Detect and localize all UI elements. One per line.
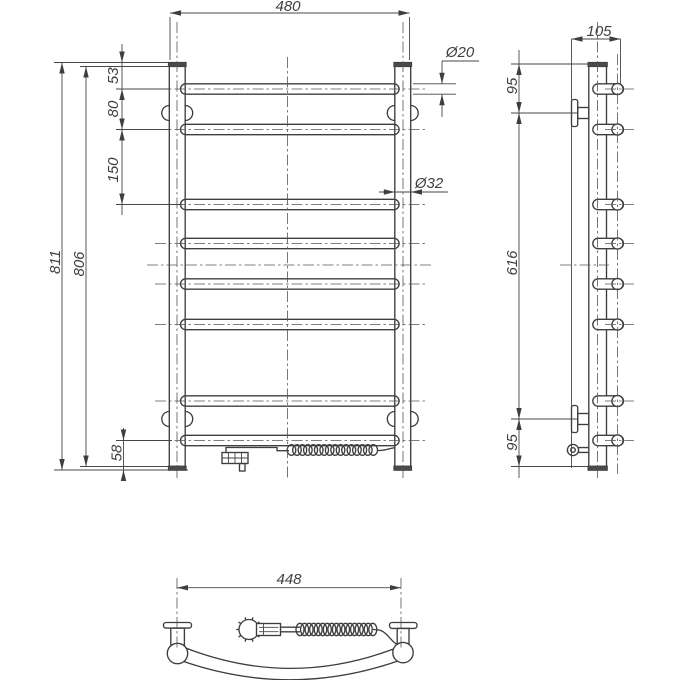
heater-stem (240, 464, 246, 472)
dim-label-105: 105 (586, 23, 612, 40)
collar-bulge (162, 412, 169, 427)
curved-rung-bottom-edge (182, 660, 401, 680)
bottom-bracket-stem (578, 414, 589, 425)
dim-label-95-bottom: 95 (504, 434, 521, 451)
dimension-arrowhead (121, 430, 126, 441)
heater-cord-exit (379, 448, 395, 451)
dimension-arrowhead (516, 408, 521, 419)
dimension-arrowhead (177, 585, 188, 590)
dimension-arrowhead (572, 36, 583, 41)
dimension-arrowhead (119, 194, 124, 205)
dim-label-806: 806 (71, 251, 88, 277)
dim-label-80: 80 (105, 100, 122, 118)
dim-label-616: 616 (504, 250, 521, 276)
bottom-left-bracket-flange (164, 623, 192, 629)
heater-bracket (226, 448, 289, 453)
dim-label-58: 58 (108, 444, 126, 462)
dim-label-95-top: 95 (504, 77, 521, 95)
front-view (162, 62, 418, 471)
dimension-arrowhead (399, 10, 410, 15)
ext-lines-480 (170, 17, 410, 60)
dimension-arrowhead (83, 67, 88, 78)
dimension-arrowhead (516, 456, 521, 467)
dimension-arrowhead (516, 113, 521, 124)
dimension-arrowhead (119, 130, 124, 141)
dim-label-448: 448 (276, 571, 302, 588)
top-bracket-stem (578, 108, 589, 119)
wall-bracket-collars (162, 106, 418, 427)
coiled-cables (287, 445, 377, 636)
bottom-right-sphere (393, 642, 413, 662)
dimension-arrows (59, 10, 620, 590)
centerlines (147, 22, 634, 650)
ext-lines-rung-chain (116, 89, 182, 205)
dimension-arrowhead (119, 119, 124, 130)
dimension-arrowhead (119, 52, 124, 63)
dimension-arrowhead (439, 94, 444, 105)
bottom-view (164, 618, 418, 680)
collar-bulge (185, 412, 193, 427)
cable-gland (567, 444, 578, 455)
dim-label-811: 811 (47, 250, 64, 274)
curved-rung-top-edge (187, 648, 396, 668)
collar-bulge (162, 106, 169, 121)
dimension-arrowhead (439, 73, 444, 84)
dimension-arrowhead (384, 189, 395, 194)
heater-terminal-grid (222, 453, 248, 464)
collar-bulge (411, 412, 419, 427)
dim-label-rung-diameter: Ø20 (445, 44, 475, 61)
bottom-left-bracket-stem (171, 628, 185, 645)
dim-label-front-width: 480 (275, 0, 301, 15)
dimension-arrowhead (119, 89, 124, 100)
collar-bulge (387, 106, 395, 121)
collar-bulge (387, 412, 395, 427)
dimension-arrowhead (170, 10, 181, 15)
dim-line-105 (572, 39, 621, 84)
dimension-lines (54, 13, 621, 588)
dimension-arrowhead (390, 585, 401, 590)
dimension-arrowhead (121, 470, 126, 481)
dim-label-53: 53 (105, 67, 122, 85)
collar-bulge (185, 106, 193, 121)
cable-gland-neck (579, 448, 589, 453)
collar-bulge (411, 106, 419, 121)
plug-body (257, 624, 281, 636)
dim-label-150: 150 (105, 157, 122, 183)
dimension-arrowhead (59, 63, 64, 74)
dimension-arrowhead (516, 419, 521, 430)
bottom-right-bracket-flange (390, 623, 418, 629)
bottom-left-sphere (167, 643, 187, 663)
ext-lines-side (511, 64, 607, 467)
dimension-arrowhead (516, 102, 521, 113)
dimension-arrowhead (516, 64, 521, 75)
dimension-arrowhead (59, 459, 64, 470)
dimension-arrowhead (83, 456, 88, 467)
dim-label-tube-diameter: Ø32 (414, 175, 444, 192)
